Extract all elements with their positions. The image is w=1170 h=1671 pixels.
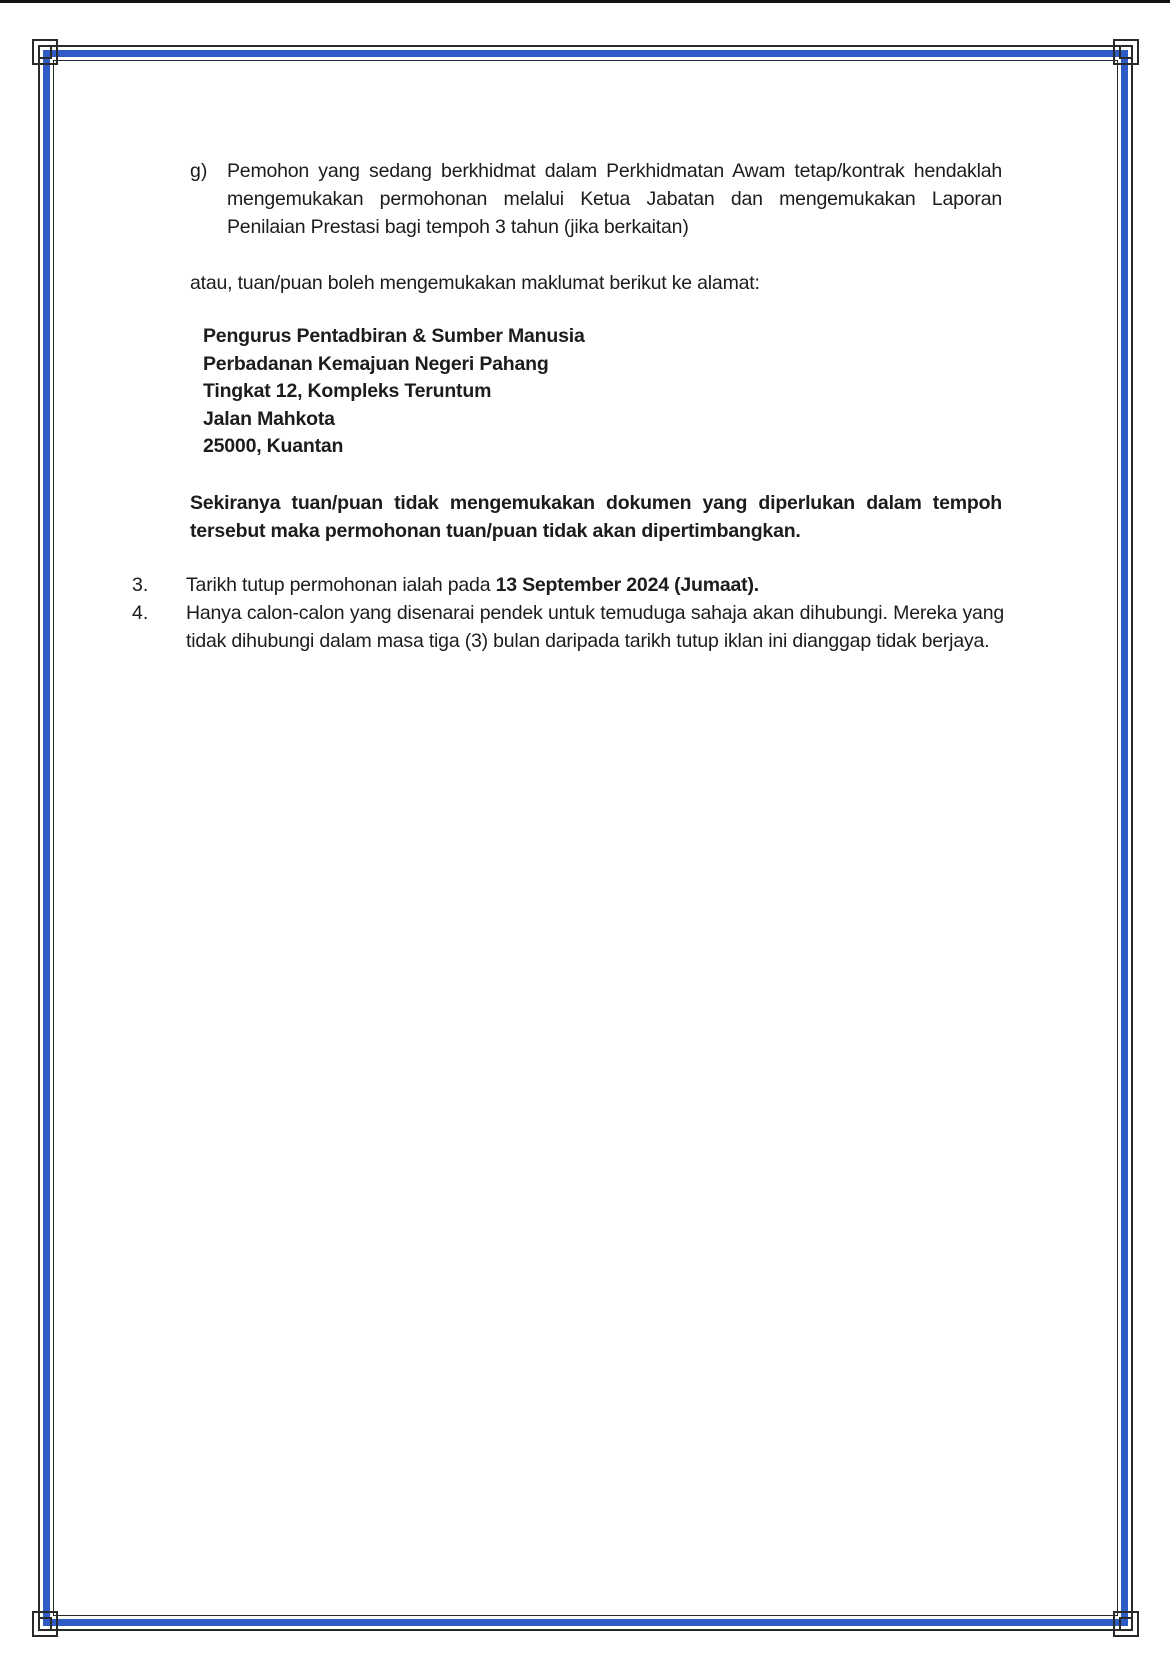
border-corner-ornament [32,39,58,65]
item-4-text: Hanya calon-calon yang disenarai pendek untuk temuduga sahaja akan dihubungi. Mereka yang tidak dihubungi dalam masa tiga (3) bulan daripada tarikh tutup iklan ini dianggap tidak berjaya. [186,602,1004,652]
border-corner-ornament [1113,39,1139,65]
item-3-number: 3. [132,574,149,596]
border-corner-ornament [1113,1611,1139,1637]
item-g-marker: g) [190,160,208,182]
address-line: Jalan Mahkota [203,408,335,430]
item-4-number: 4. [132,602,149,624]
top-rule [0,0,1170,3]
closing-date: 13 September 2024 (Jumaat). [495,574,759,596]
border-corner-ornament [32,1611,58,1637]
item-3-text [186,571,1002,599]
alternative-intro: atau, tuan/puan boleh mengemukakan maklumat berikut ke alamat: [190,272,760,294]
closing-date-label: Tarikh tutup permohonan ialah pada [186,574,496,596]
item-g-text: Pemohon yang sedang berkhidmat dalam Perkhidmatan Awam tetap/kontrak hendaklah mengemukakan permohonan melalui Ketua Jabatan dan mengemukakan Laporan Penilaian Prestasi bagi tempoh 3 tahun (jika berkaitan) [227,160,1002,238]
address-line: 25000, Kuantan [203,435,344,457]
address-line: Tingkat 12, Kompleks Teruntum [203,380,492,402]
address-line: Perbadanan Kemajuan Negeri Pahang [203,353,549,375]
address-line: Pengurus Pentadbiran & Sumber Manusia [203,325,585,347]
submission-warning: Sekiranya tuan/puan tidak mengemukakan dokumen yang diperlukan dalam tempoh tersebut maka permohonan tuan/puan tidak akan dipertimbangkan. [190,492,1002,542]
